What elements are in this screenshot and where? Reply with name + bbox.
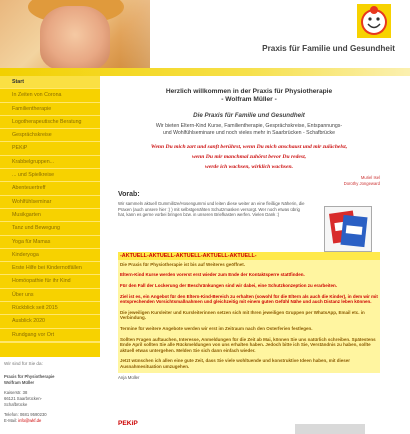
poem-author: Muriel Isel [360,175,380,180]
sidebar [0,76,100,434]
news-list [118,260,380,373]
contact-address [4,390,96,408]
welcome-line-2: - Wolfram Müller - [221,96,277,103]
contact-street: Kaiserstr. 38 [4,389,28,395]
contact-org-name: Praxis für Physiotherapie [4,373,55,379]
site-title: Praxis für Familie und Gesundheit [262,44,395,53]
nav-item-rueckblick[interactable]: Rückblick seit 2015 [0,302,100,315]
intro-text [118,123,380,136]
nav-item-erste-hilfe[interactable]: Erste Hilfe bei Kindernotfällen [0,262,100,275]
nav-item-familientherapie[interactable]: Familientherapie [0,103,100,116]
vorab-text: Wir sammeln aktuell Gummilitze/Hosengummi und leiten diese weiter an eine fleißige Näherin, die Praxen (auch unsere hier :) ) mit selbstgenähten Schutzmasken versorgt. Wer noch etwas übrig hat, kann es gerne vorbei bringen bzw. in unseren Briefkasten werfen. Vielen Dank :) [118,201,305,218]
contact-heading: Wir sind für Sie da: [4,360,43,366]
contact-person: Wolfram Müller [4,379,35,385]
welcome-heading [118,88,380,104]
poem-line-3: werde ich wachsen, wirklich wachsen. [205,164,293,170]
main-content [118,88,380,380]
poem [118,142,380,172]
contact-city: 66121 Saarbrücken- [4,395,42,401]
news-item: Für den Fall der Lockerung der Beschränkungen sind wir dabei, eine Schutzkonzeption zu erarbeiten. [120,282,338,288]
pekip-heading: PEKiP [118,420,138,427]
nav-item-gespraechskreise[interactable]: Gesprächskreise [0,129,100,142]
nav-bottom-bar [0,342,100,357]
news-item: Jetzt wünschen ich allen eine gute Zeit, dass Sie viele wohltuende und konstruktive Ideen haben, mit dieser Ausnahmesituation umzugehen. [120,358,351,369]
yellow-band [0,68,410,76]
contact-org [4,374,96,386]
nav-item-ausblick[interactable]: Ausblick 2020 [0,315,100,328]
nav-item-ueber-uns[interactable]: Über uns [0,289,100,302]
nav-item-tanz[interactable]: Tanz und Bewegung [0,222,100,235]
welcome-line-1: Herzlich willkommen in der Praxis für Physiotherapie [165,88,333,95]
nav-item-wohlfuehlseminar[interactable]: Wohlfühlseminar [0,196,100,209]
page-subtitle: Die Praxis für Familie und Gesundheit [193,112,305,119]
nav-item-abenteuertreff[interactable]: Abenteuertreff [0,182,100,195]
news-item: Eltern-Kind Kurse werden vorerst erst wieder zum Ende der Kontaktsperre stattfinden. [120,272,305,278]
vorab-heading: Vorab: [118,191,140,198]
nav-item-spielkreise[interactable]: ... und Spielkreise [0,169,100,182]
news-item: Termine für weitere Angebote werden wir erst im Zeitraum nach den Osterferien festlegen. [120,325,313,331]
nav-menu [0,76,100,357]
poem-source: Dorothy Jongeward [343,181,380,186]
contact-email-label: E-Mail: [4,417,18,423]
contact-district: Schafbrücke [4,401,28,407]
contact-email-link[interactable]: info@wkf.de [18,417,42,423]
nav-item-musikgarten[interactable]: Musikgarten [0,209,100,222]
pekip-image [295,424,365,434]
books-image-icon [324,206,372,252]
nav-item-krabbelgruppen[interactable]: Krabbelgruppen... [0,156,100,169]
news-item: Ziel ist es, ein Angebot für den Eltern-Kind-Bereich zu erhalten (sowohl für die Eltern als auch die Kinder), in dem wir mit entsprechenden Vorsichtsmaßnahmen und gleichzeitig mit einem guten Gefühl Nähe und auch Distanz leben können. [120,293,378,305]
poem-line-2: wenn Du mir manchmal zuhörst bevor Du redest, [191,154,307,160]
news-item: Sollten Fragen auftauchen, Interesse, Anmeldungen für die Zeit ab Mai, können Sie uns natürlich schreiben. Spätestens Ende April sollten Sie alle Rückmeldungen von uns erhalten haben. Jedoch bitte ich Sie, Verständnis zu haben, sollte aktuell etwas untergehen. Melden Sie sich dann einfach wieder. [120,336,376,353]
news-item: Die Praxis für Physiotherapie ist bis auf Weiteres geöffnet. [120,261,245,267]
signature: Anja Müller [118,374,140,380]
header [0,0,410,70]
nav-item-pekip[interactable]: PEKiP [0,142,100,155]
news-item: Die jeweiligen Kursleiter und Kursleiterinnen setzen sich mit Ihren jeweiligen Gruppen per WhatsApp, Email etc. in Verbindung. [120,309,365,321]
contact-info [0,357,100,428]
intro-line-2: und Wohlfühlseminare und noch vieles mehr in Saarbrücken - Schafbrücke [162,129,336,136]
poem-credit [118,175,380,187]
contact-phone: Telefon: 0681 9590230 [4,411,47,417]
nav-item-start[interactable]: Start [0,76,100,89]
nav-item-corona[interactable]: In Zeiten von Corona [0,89,100,102]
smiley-face-logo-icon[interactable] [357,4,391,38]
contact-email-row [4,418,96,424]
nav-item-yoga-mamas[interactable]: Yoga für Mamas [0,236,100,249]
poem-line-1: Wenn Du mich zart und sanft berührst, wenn Du mich anschaust und mir zulächelst, [150,144,348,150]
nav-item-kinderyoga[interactable]: Kinderyoga [0,249,100,262]
nav-item-homoeopathie[interactable]: Homöopathie für ihr Kind [0,275,100,288]
nav-item-logotherapie[interactable]: Logotherapeutische Beratung [0,116,100,129]
nav-item-rundgang[interactable]: Rundgang vor Ort [0,329,100,342]
intro-line-1: Wir bieten Eltern-Kind Kurse, Familientherapie, Gesprächskreise, Entspannungs- [155,123,343,129]
aktuell-banner: -AKTUELL-AKTUELL-AKTUELL-AKTUELL-AKTUELL- [118,252,380,260]
